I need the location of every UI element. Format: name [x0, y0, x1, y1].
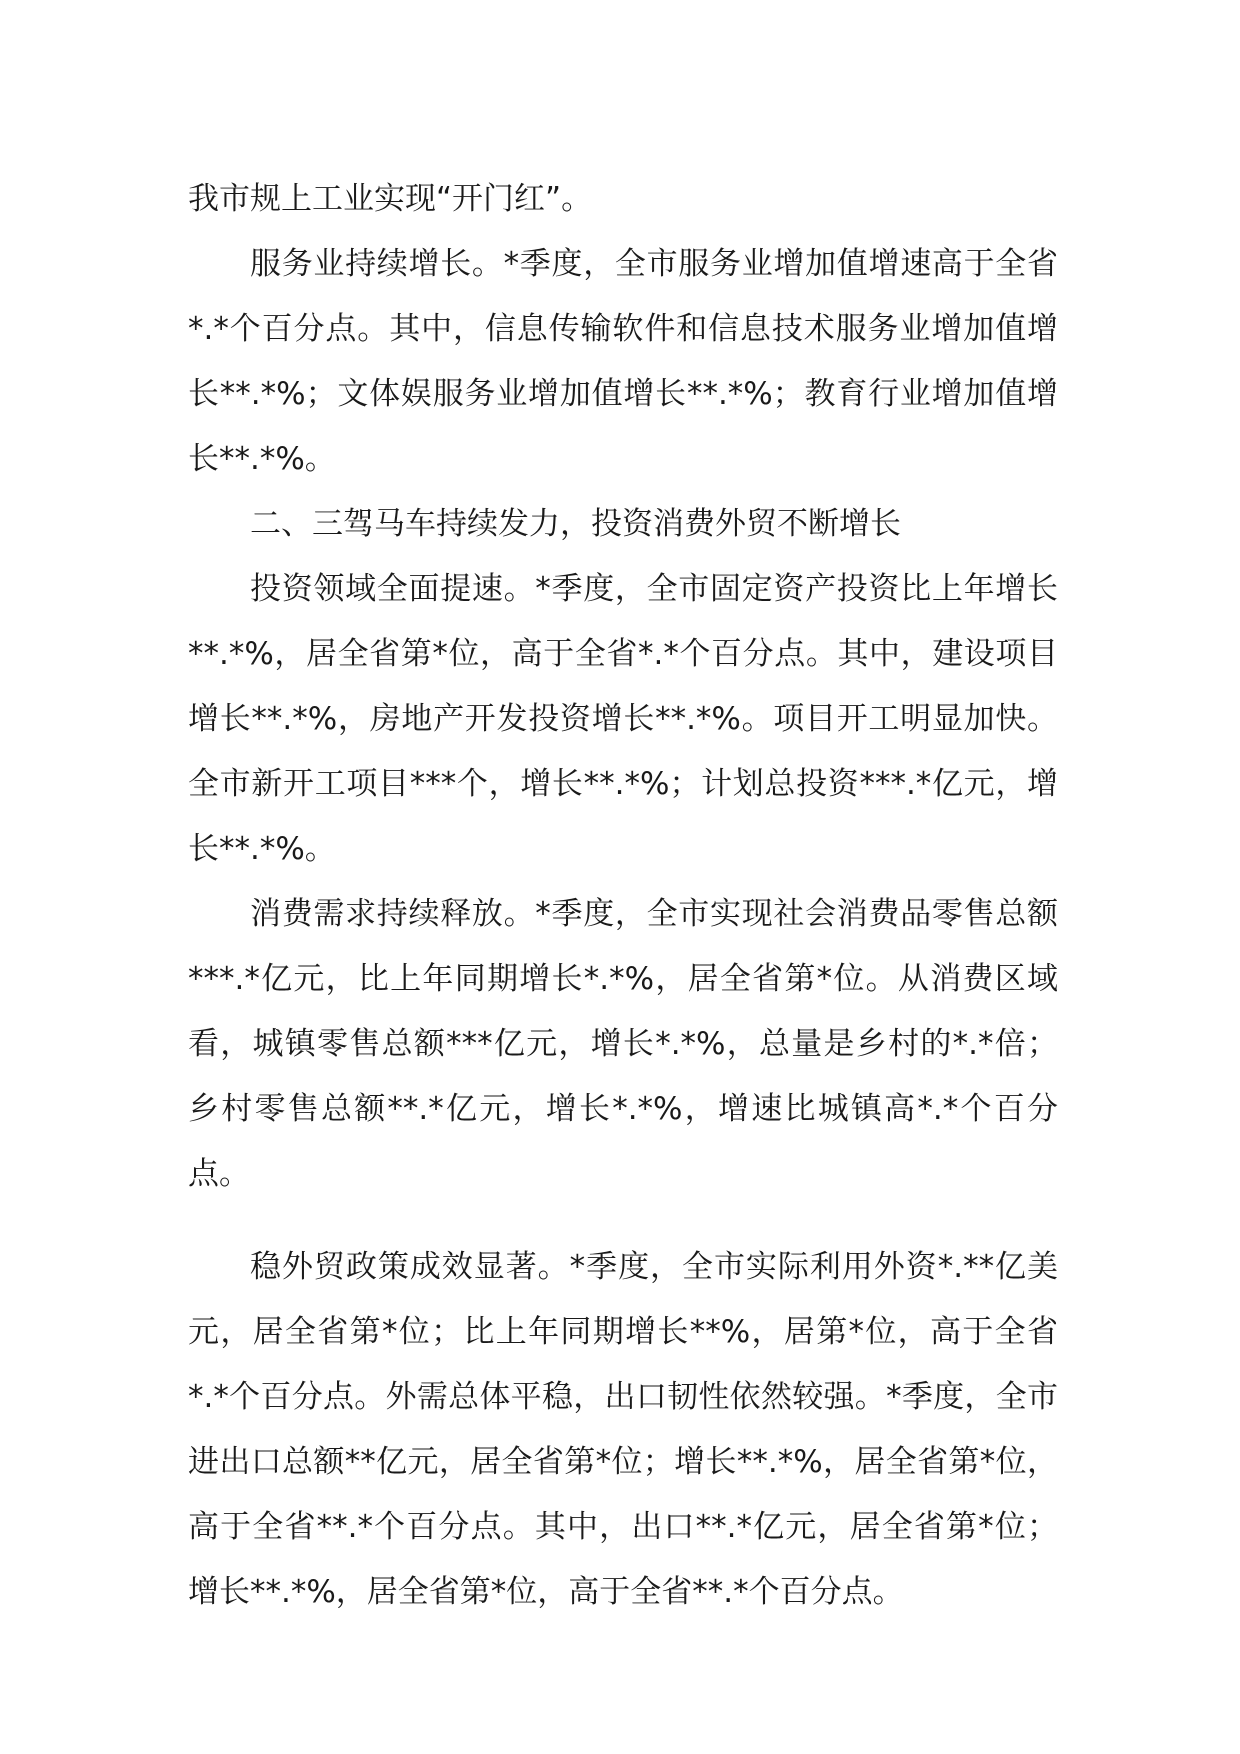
paragraph-investment: 投资领域全面提速。*季度，全市固定资产投资比上年增长**.*%，居全省第*位，高于全省*.*个百分点。其中，建设项目增长**.*%，房地产开发投资增长**.*%。项目开工明显加快。全市新开工项目***个，增长**.*%；计划总投资***.*亿元，增长**.*%。 — [188, 571, 1058, 867]
paragraph-foreign-trade: 稳外贸政策成效显著。*季度，全市实际利用外资*.**亿美元，居全省第*位；比上年同期增长**%，居第*位，高于全省*.*个百分点。外需总体平稳，出口韧性依然较强。*季度，全市进出口总额**亿元，居全省第*位；增长**.*%，居全省第*位，高于全省**.*个百分点。其中，出口**.*亿元，居全省第*位；增长**.*%，居全省第*位，高于全省**.*个百分点。 — [188, 1249, 1058, 1610]
paragraph-industry-tail: 我市规上工业实现“开门红”。 — [188, 181, 593, 217]
section-heading-two: 二、三驾马车持续发力，投资消费外贸不断增长 — [250, 506, 901, 542]
document-body — [188, 167, 1058, 1625]
paragraph-services-growth: 服务业持续增长。*季度，全市服务业增加值增速高于全省*.*个百分点。其中，信息传输软件和信息技术服务业增加值增长**.*%；文体娱服务业增加值增长**.*%；教育行业增加值增长**.*%。 — [188, 246, 1058, 477]
paragraph-consumption: 消费需求持续释放。*季度，全市实现社会消费品零售总额***.*亿元，比上年同期增长*.*%，居全省第*位。从消费区域看，城镇零售总额***亿元，增长*.*%，总量是乡村的*.*倍；乡村零售总额**.*亿元，增长*.*%，增速比城镇高*.*个百分点。 — [188, 896, 1058, 1192]
